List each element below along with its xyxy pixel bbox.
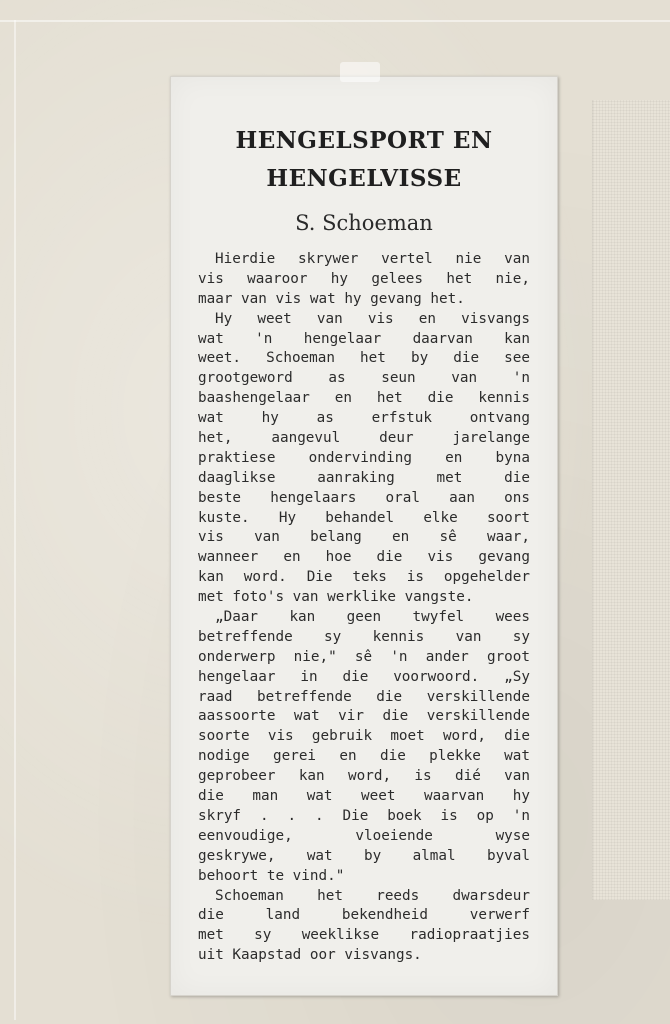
tape-strip <box>170 62 558 82</box>
article-body-line: met sy weeklikse radiopraatjies <box>198 927 530 944</box>
article-body-line: wanneer en hoe die vis gevang <box>198 549 530 566</box>
article-body-line: „Daar kan geen twyfel wees <box>215 609 530 626</box>
article-body-line: raad betreffende die verskillende <box>198 688 530 705</box>
article-body <box>198 250 530 966</box>
article-body-line: baashengelaar en het die kennis <box>198 390 530 407</box>
article-body-line: eenvoudige, vloeiende wyse <box>198 827 530 844</box>
article-body-line: nodige gerei en die plekke wat <box>198 748 530 765</box>
article-author: S. Schoeman <box>295 211 433 235</box>
headline-line-2: HENGELVISSE <box>266 165 462 192</box>
article-body-line: het, aangevul deur jarelange <box>198 430 530 447</box>
article-body-line: behoort te vind." <box>198 867 345 884</box>
article-body-line: hengelaar in die voorwoord. „Sy <box>198 668 530 685</box>
article-body-line: wat hy as erfstuk ontvang <box>198 410 530 427</box>
article-body-line: praktiese ondervinding en byna <box>198 449 530 466</box>
article-body-line: kan word. Die teks is opgehelder <box>198 569 530 586</box>
article-body-line: betreffende sy kennis van sy <box>198 628 530 645</box>
article-body-line: soorte vis gebruik moet word, die <box>198 728 530 745</box>
textured-paper-panel <box>592 100 670 900</box>
article-body-line: Hy weet van vis en visvangs <box>215 310 530 327</box>
article-body-line: geskrywe, wat by almal byval <box>198 847 530 864</box>
article-body-line: wat 'n hengelaar daarvan kan <box>198 330 530 347</box>
article-body-line: onderwerp nie," sê 'n ander groot <box>198 648 530 665</box>
article-body-line: die land bekendheid verwerf <box>198 907 530 924</box>
article-body-line: vis van belang en sê waar, <box>198 529 530 546</box>
article-body-line: daaglikse aanraking met die <box>198 469 530 486</box>
article-body-line: Hierdie skrywer vertel nie van <box>215 251 530 267</box>
article-body-line: maar van vis wat hy gevang het. <box>198 290 465 307</box>
tape-piece <box>340 62 380 82</box>
article-body-line: uit Kaapstad oor visvangs. <box>198 947 422 964</box>
board-edge-top <box>0 20 670 22</box>
article-body-line: die man wat weet waarvan hy <box>198 788 530 805</box>
article-body-line: vis waaroor hy gelees het nie, <box>198 270 530 287</box>
article-body-line: Schoeman het reeds dwarsdeur <box>215 887 530 904</box>
article-headline <box>190 122 538 198</box>
article-body-line: skryf . . . Die boek is op 'n <box>198 807 530 824</box>
board-edge-left <box>14 20 16 1020</box>
headline-line-1: HENGELSPORT EN <box>235 127 493 154</box>
article-body-line: weet. Schoeman het by die see <box>198 350 530 367</box>
article-body-line: geprobeer kan word, is dié van <box>198 768 530 785</box>
article-body-line: met foto's van werklike vangste. <box>198 589 474 606</box>
article-body-line: grootgeword as seun van 'n <box>198 370 530 387</box>
article-body-line: aassoorte wat vir die verskillende <box>198 708 530 725</box>
article-body-line: kuste. Hy behandel elke soort <box>198 509 530 526</box>
article-body-line: beste hengelaars oral aan ons <box>198 489 530 506</box>
